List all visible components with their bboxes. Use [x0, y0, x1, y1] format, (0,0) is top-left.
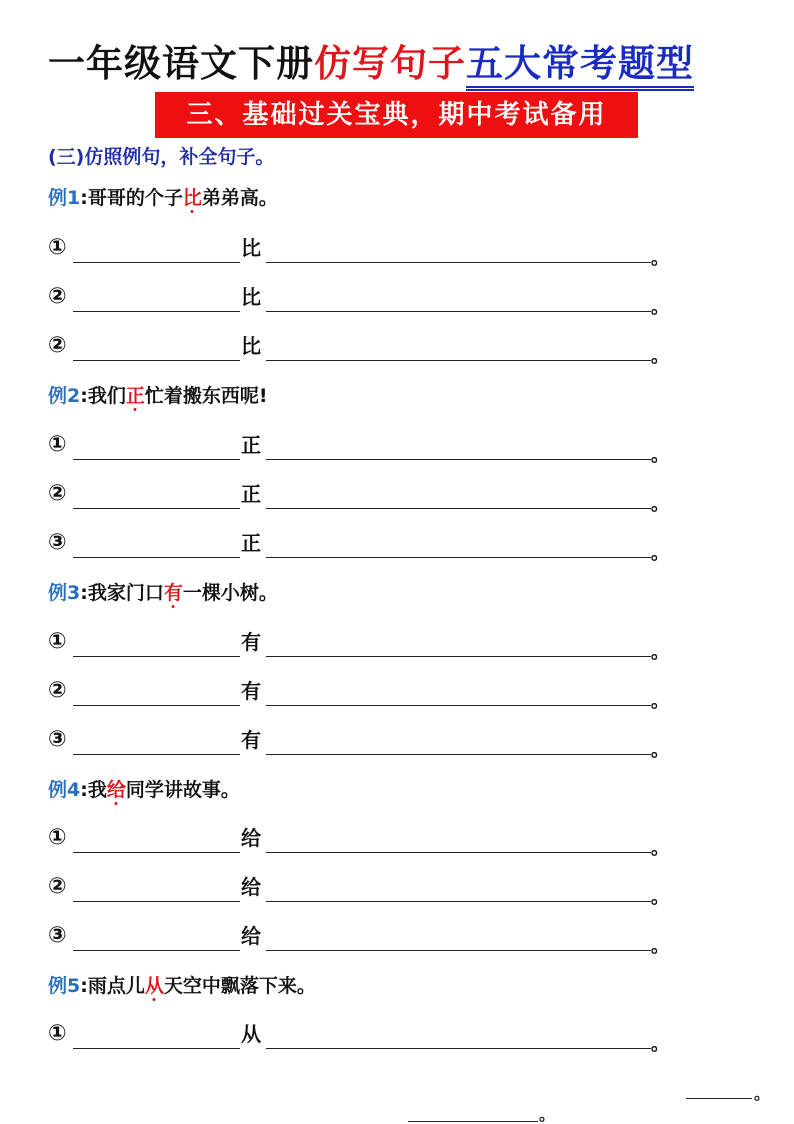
title-blue-part: 五大常考题型	[466, 42, 694, 91]
answer-row: ① 给 。	[48, 825, 669, 859]
answer-row: ② 比 。	[48, 284, 669, 318]
example-4: 例4:我给同学讲故事。	[48, 779, 240, 801]
section-heading: (三)仿照例句，补全句子。	[48, 146, 275, 168]
answer-row: ③ 有 。	[48, 727, 669, 761]
answer-row: ① 从 。	[48, 1021, 669, 1055]
blank-after[interactable]	[266, 655, 651, 657]
blank-after[interactable]	[266, 507, 651, 509]
blank-after[interactable]	[266, 704, 651, 706]
example-label: 例5	[48, 975, 81, 997]
answer-row: ② 正 。	[48, 481, 669, 515]
blank-before[interactable]	[73, 458, 240, 460]
blank-before[interactable]	[73, 261, 240, 263]
example-label: 例3	[48, 582, 81, 604]
answer-row: ① 正 。	[48, 432, 669, 466]
title-black-part: 一年级语文下册	[48, 42, 314, 85]
blank-before[interactable]	[73, 556, 240, 558]
blank-before[interactable]	[73, 655, 240, 657]
answer-row: ③ 正 。	[48, 530, 669, 564]
title-red-part: 仿写句子	[314, 42, 466, 85]
blank-after[interactable]	[266, 949, 651, 951]
blank-after[interactable]	[266, 900, 651, 902]
answer-row: ① 比 。	[48, 235, 669, 269]
blank-after[interactable]	[266, 359, 651, 361]
answer-row: ③ 给 。	[48, 923, 669, 957]
blank-after[interactable]	[266, 310, 651, 312]
example-keyword: 有	[163, 582, 183, 604]
example-keyword: 从	[144, 975, 164, 997]
stray-blank-right[interactable]	[686, 1097, 752, 1099]
answer-row: ② 有 。	[48, 678, 669, 712]
stray-blank-center[interactable]	[408, 1120, 538, 1122]
answer-row: ② 给 。	[48, 874, 669, 908]
page-title	[48, 40, 768, 88]
answer-row: ① 有 。	[48, 629, 669, 663]
blank-before[interactable]	[73, 900, 240, 902]
stray-period-right: 。	[754, 1084, 771, 1103]
blank-after[interactable]	[266, 261, 651, 263]
subtitle-banner: 三、基础过关宝典，期中考试备用	[155, 92, 638, 138]
blank-before[interactable]	[73, 310, 240, 312]
blank-before[interactable]	[73, 949, 240, 951]
example-keyword: 正	[125, 385, 145, 407]
example-5: 例5:雨点儿从天空中飘落下来。	[48, 975, 316, 997]
example-label: 例4	[48, 779, 81, 801]
blank-before[interactable]	[73, 1047, 240, 1049]
blank-before[interactable]	[73, 753, 240, 755]
blank-after[interactable]	[266, 1047, 651, 1049]
blank-before[interactable]	[73, 359, 240, 361]
blank-before[interactable]	[73, 851, 240, 853]
example-3: 例3:我家门口有一棵小树。	[48, 582, 278, 604]
example-keyword: 比	[182, 187, 202, 209]
blank-before[interactable]	[73, 704, 240, 706]
example-keyword: 给	[106, 779, 126, 801]
example-label: 例1	[48, 187, 81, 209]
example-2: 例2:我们正忙着搬东西呢!	[48, 385, 268, 407]
blank-after[interactable]	[266, 556, 651, 558]
example-label: 例2	[48, 385, 81, 407]
blank-after[interactable]	[266, 458, 651, 460]
blank-after[interactable]	[266, 851, 651, 853]
example-1: 例1:哥哥的个子比弟弟高。	[48, 187, 278, 209]
blank-before[interactable]	[73, 507, 240, 509]
stray-period-center: 。	[539, 1105, 556, 1124]
answer-row: ② 比 。	[48, 333, 669, 367]
blank-after[interactable]	[266, 753, 651, 755]
